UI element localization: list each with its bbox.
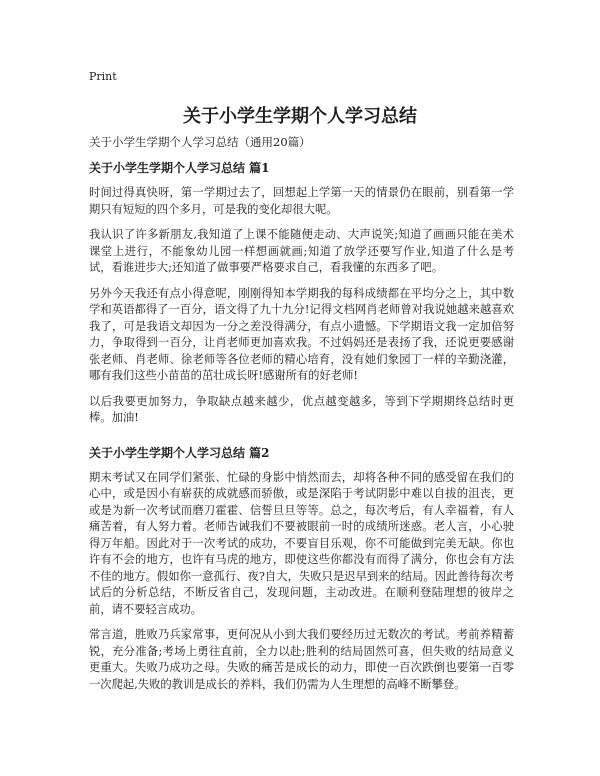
paragraph: 时间过得真快呀，第一学期过去了，回想起上学第一天的情景仍在眼前，别看第一学期只有短短的四个多月，可是我的变化却很大呢。 [89, 186, 514, 216]
print-link[interactable]: Print [89, 70, 117, 83]
page-title: 关于小学生学期个人学习总结 [183, 106, 417, 127]
paragraph: 另外今天我还有点小得意呢，刚刚得知本学期我的每科成绩都在平均分之上，其中数学和英语都得了一百分，语文得了九十九分!记得文档网肖老师曾对我说她越来越喜欢我了，可是我语文却因为一分之差没得满分，有点小遗憾。下学期语文我一定加倍努力，争取得到一百分，让肖老师更加喜欢我。不过妈妈还是表扬了我，还说更要感谢张老师、肖老师、徐老师等各位老师的精心培育，没有她们象园丁一样的辛勤浇灌，哪有我们这些小苗苗的茁壮成长呀!感谢所有的好老师! [89, 286, 514, 382]
paragraph: 以后我要更加努力，争取缺点越来越少，优点越变越多，等到下学期期终总结时更棒。加油! [89, 394, 514, 424]
section-1 [89, 160, 514, 427]
paragraph: 常言道，胜败乃兵家常事，更何况从小到大我们要经历过无数次的考试。考前养精蓄锐，充分准备;考场上勇往直前，全力以赴;胜利的结局固然可喜，但失败的结局意义更重大。失败乃成功之母。失败的痛苦是成长的动力，即使一百次跌倒也要第一百零一次爬起,失败的教训是成长的养料，我们仍需为人生理想的高峰不断攀登。 [89, 628, 514, 691]
document-subtitle: 关于小学生学期个人学习总结（通用20篇） [89, 135, 311, 149]
section-2 [89, 445, 514, 694]
document-body [89, 150, 514, 702]
paragraph: 期末考试又在同学们紧张、忙碌的身影中悄然而去，却将各种不同的感受留在我们的心中，或是因小有崭获的成就感而骄傲，或是深陷于考试阴影中难以自拔的沮丧，更或是为新一次考试而磨刀霍霍、信誓旦旦等等。总之，每次考后，有人幸福着，有人痛苦着，有人努力着。老师告诫我们不要被眼前一时的成绩所迷惑。老人言，小心驶得万年船。因此对于一次考试的成功，不要盲目乐观，你不可能做到完美无缺。你也许有不会的地方，也许有马虎的地方，即使这些你都没有而得了满分，你也会有方法不佳的地方。假如你一意孤行、夜?自大，失败只是迟早到来的结局。因此善待每次考试后的分析总结，不断反省自己，发现问题，主动改进。在顺利登陆理想的彼岸之前，请不要轻言成功。 [89, 470, 514, 616]
section-heading: 关于小学生学期个人学习总结 篇2 [89, 445, 270, 460]
section-heading: 关于小学生学期个人学习总结 篇1 [89, 161, 270, 175]
paragraph: 我认识了许多新朋友,我知道了上课不能随便走动、大声说笑;知道了画画只能在美术课堂上进行，不能象幼儿园一样想画就画;知道了放学还要写作业,知道了什么是考试，看谁进步大;还知道了做事要严格要求自己，看我懂的东西多了吧。 [89, 228, 514, 274]
